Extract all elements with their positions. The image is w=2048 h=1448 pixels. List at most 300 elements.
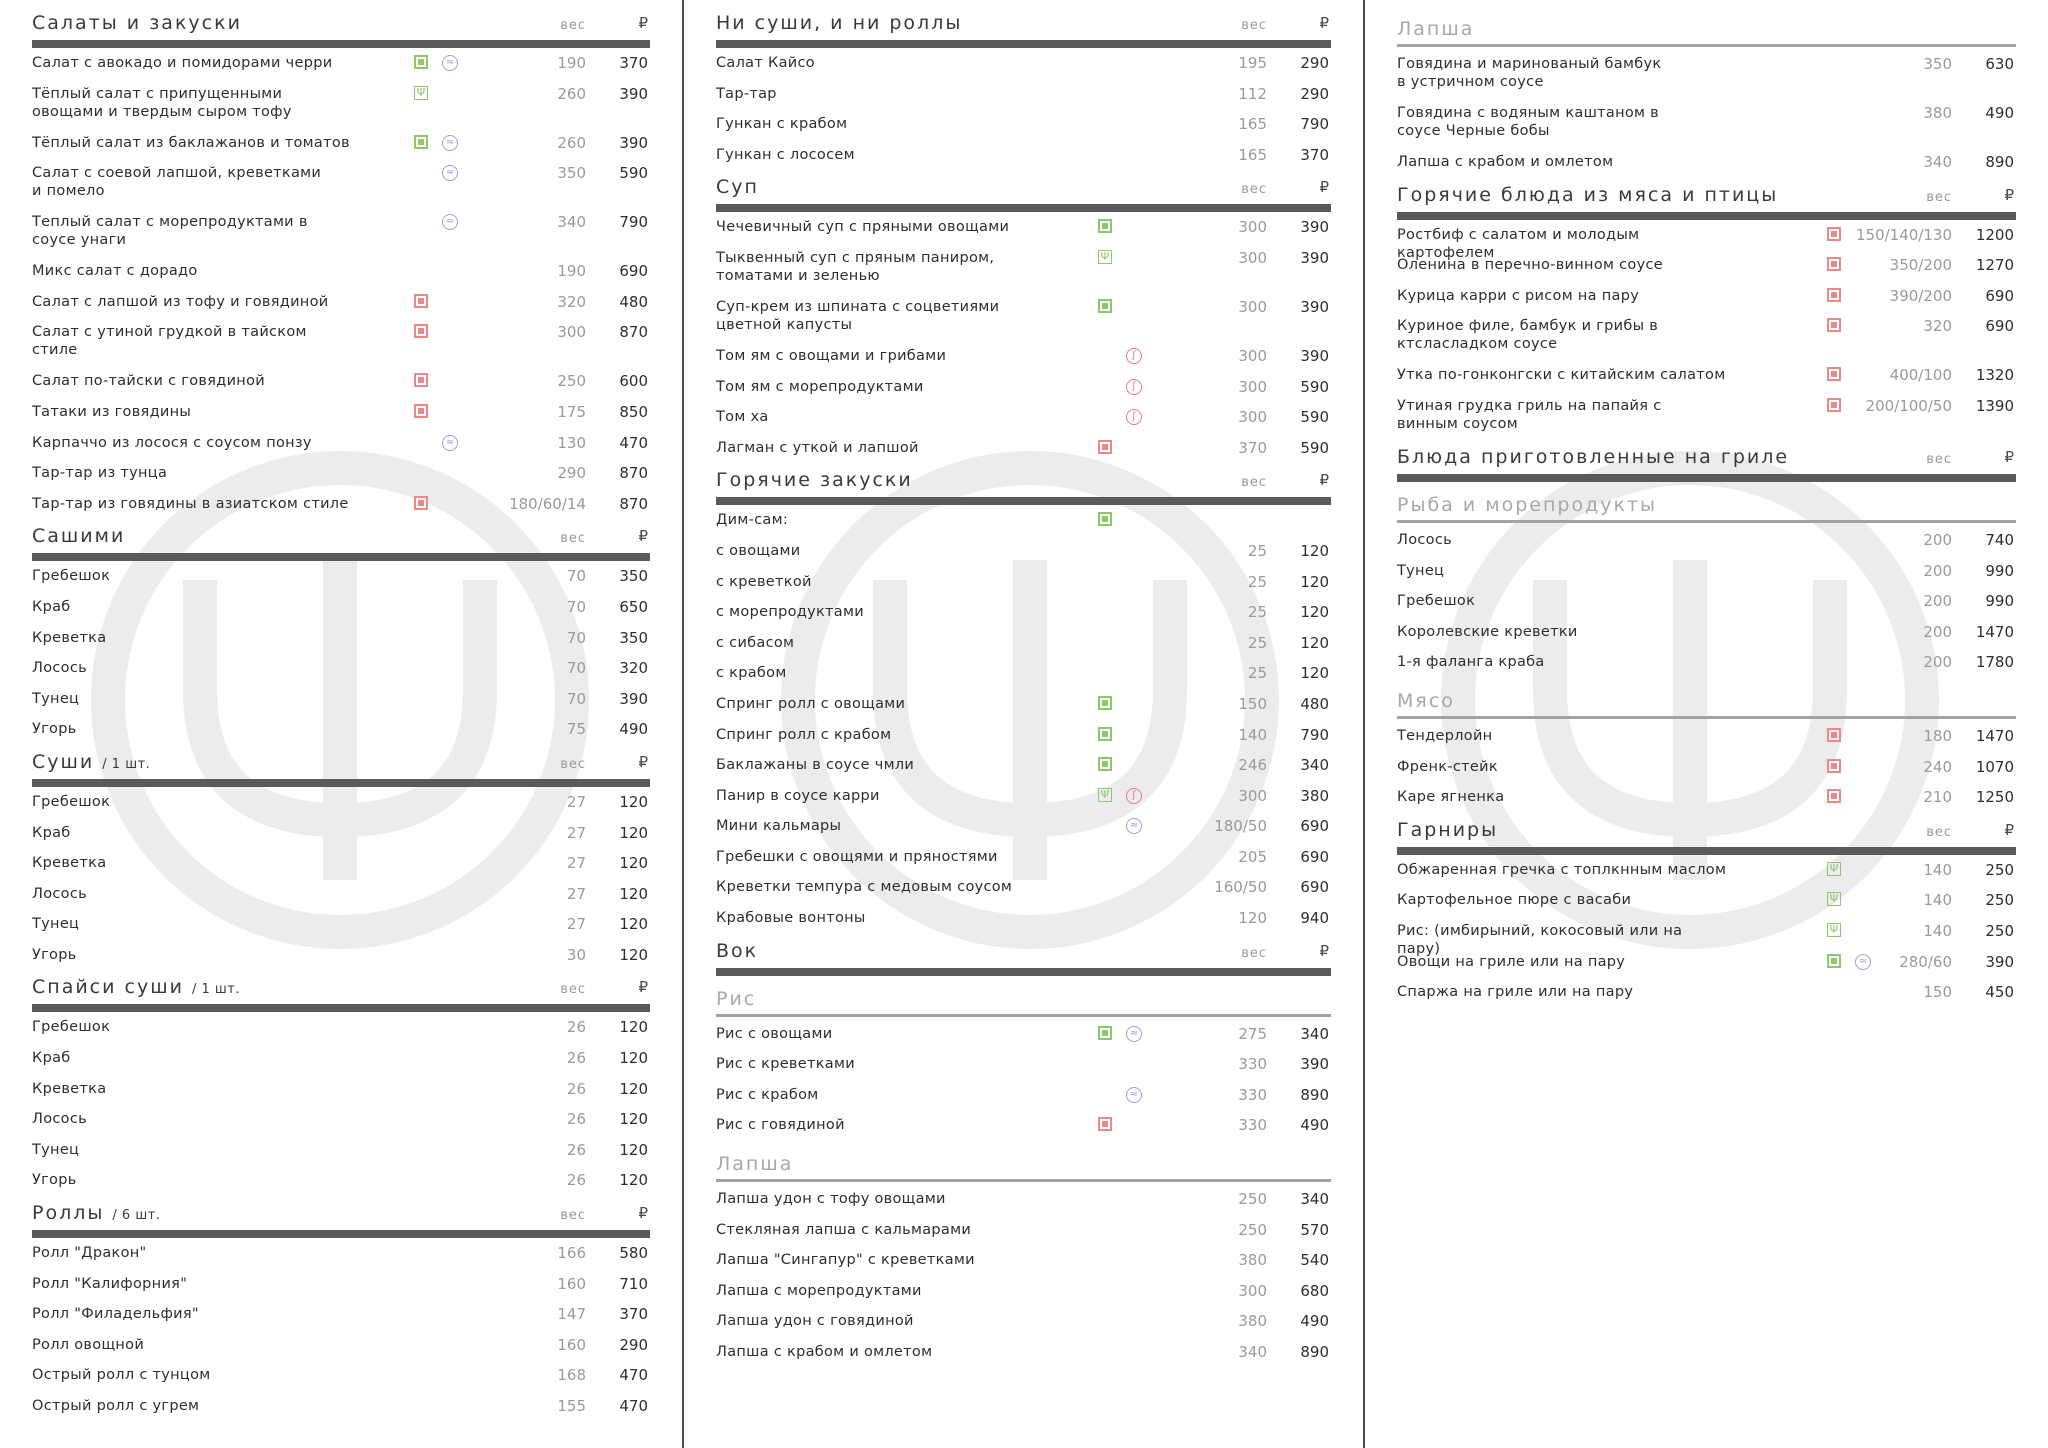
item-price: 350 [619, 567, 648, 586]
item-weight: 70 [566, 597, 586, 616]
item-weight: 280/60 [1899, 952, 1952, 971]
item-name: с креветкой [716, 573, 812, 590]
section-title-text: Спайси суши [32, 976, 184, 999]
seafood-icon: ≈ [442, 435, 458, 451]
seafood-icon: ≈ [442, 135, 458, 151]
section-divider [32, 779, 650, 787]
item-name: Ролл "Калифорния" [32, 1275, 188, 1292]
item-weight: 340 [557, 213, 586, 232]
item-weight: 250 [1238, 1190, 1267, 1209]
item-name: Лапша удон с тофу овощами [716, 1191, 946, 1208]
item-weight: 240 [1923, 757, 1952, 776]
item-price: 590 [1300, 408, 1329, 427]
vegan-icon: Ψ [1827, 923, 1841, 937]
item-price: 1470 [1975, 622, 2014, 641]
item-weight: 400/100 [1889, 366, 1952, 385]
item-weight: 205 [1238, 847, 1267, 866]
item-name: Краб [32, 824, 71, 841]
item-name: Лосось [1397, 531, 1452, 548]
item-weight: 320 [1923, 317, 1952, 336]
item-weight: 200 [1923, 622, 1952, 641]
menu-item [1397, 653, 2016, 684]
menu-item [716, 1221, 1331, 1252]
menu-item [32, 824, 650, 855]
item-price: 690 [1300, 847, 1329, 866]
menu-item [32, 1049, 650, 1080]
price-header: ₽ [2004, 820, 2014, 839]
item-weight: 25 [1247, 572, 1267, 591]
vegan-icon: Ψ [1098, 250, 1112, 264]
item-price: 120 [619, 1079, 648, 1098]
menu-section-суши [32, 751, 650, 977]
menu-item [716, 511, 1331, 542]
menu-item [32, 1080, 650, 1111]
vegetarian-icon [1098, 219, 1112, 233]
item-price: 390 [1300, 218, 1329, 237]
item-name: с морепродуктами [716, 604, 864, 621]
subsection-title: Рыба и морепродукты [1397, 493, 1657, 516]
subsection-title: Рис [716, 987, 757, 1010]
item-price: 790 [1300, 725, 1329, 744]
item-weight: 150 [1238, 694, 1267, 713]
item-name: Рис с креветками [716, 1056, 855, 1073]
item-name: Лапша "Сингапур" с креветками [716, 1252, 975, 1269]
item-name: Тунец [32, 1141, 80, 1158]
item-name: с крабом [716, 665, 787, 682]
vegetarian-icon [1098, 1026, 1112, 1040]
item-name: Салат с лапшой из тофу и говядиной [32, 293, 329, 310]
item-name: Салат по-тайски с говядиной [32, 373, 265, 390]
price-header: ₽ [1319, 471, 1329, 490]
item-name: Френк-стейк [1397, 758, 1498, 775]
item-weight: 300 [1238, 786, 1267, 805]
menu-item [32, 946, 650, 977]
menu-item [716, 1025, 1331, 1056]
item-price: 120 [619, 792, 648, 811]
item-price: 120 [619, 1018, 648, 1037]
section-divider [716, 497, 1331, 505]
weight-header: вес [560, 982, 586, 998]
menu-item [716, 664, 1331, 695]
item-name: Каре ягненка [1397, 789, 1505, 806]
item-price: 590 [1300, 377, 1329, 396]
item-name: Гребешок [32, 568, 111, 585]
section-header [1397, 446, 2016, 474]
item-weight: 290 [557, 464, 586, 483]
section-header [32, 1202, 650, 1230]
item-price: 470 [619, 433, 648, 452]
item-weight: 200/100/50 [1865, 396, 1952, 415]
item-price: 1270 [1975, 256, 2014, 275]
item-weight: 70 [566, 628, 586, 647]
menu-item [32, 793, 650, 824]
section-title-suffix: / 6 шт. [112, 1208, 161, 1224]
item-weight: 275 [1238, 1024, 1267, 1043]
item-weight: 160/50 [1214, 878, 1267, 897]
item-price: 570 [1300, 1220, 1329, 1239]
item-name: Тендерлойн [1397, 727, 1493, 744]
item-price: 940 [1300, 909, 1329, 928]
item-weight: 25 [1247, 664, 1267, 683]
menu-item [716, 1312, 1331, 1343]
menu-item [32, 1141, 650, 1172]
subsection-divider [1397, 716, 2016, 719]
item-price: 250 [1985, 891, 2014, 910]
spicy-icon: ʃ [1126, 348, 1142, 364]
item-name: Том ям с морепродуктами [716, 378, 924, 395]
meat-icon [414, 324, 428, 338]
section-title-text: Горячие блюда из мяса и птицы [1397, 183, 1779, 206]
item-weight: 168 [557, 1366, 586, 1385]
menu-item [716, 439, 1331, 470]
section-divider [1397, 847, 2016, 855]
item-price: 850 [619, 402, 648, 421]
item-price: 120 [619, 1140, 648, 1159]
item-name: Лапша с крабом и омлетом [716, 1344, 933, 1360]
menu-item [32, 598, 650, 629]
vegetarian-icon [1098, 512, 1112, 526]
section-title [716, 940, 758, 962]
item-weight: 246 [1238, 756, 1267, 775]
item-weight: 26 [566, 1018, 586, 1037]
item-price: 370 [619, 1305, 648, 1324]
menu-item [32, 1336, 650, 1367]
item-weight: 140 [1923, 891, 1952, 910]
item-weight: 200 [1923, 530, 1952, 549]
item-weight: 26 [566, 1049, 586, 1068]
item-price: 290 [1300, 54, 1329, 72]
menu-item [32, 1305, 650, 1336]
menu-item [1397, 891, 2016, 922]
item-name: Суп-крем из шпината с соцветиями цветной капусты [716, 298, 1000, 333]
menu-item [716, 909, 1331, 940]
item-weight: 380 [1923, 104, 1952, 122]
item-weight: 70 [566, 689, 586, 708]
item-price: 470 [619, 1366, 648, 1385]
weight-header: вес [1241, 18, 1267, 33]
item-name: Говядина и маринованый бамбук в устричном соусе [1397, 56, 1662, 90]
item-name: Рис с овощами [716, 1025, 833, 1042]
item-name: Лосось [32, 660, 87, 677]
item-price: 120 [619, 1049, 648, 1068]
section-title-suffix: / 1 шт. [102, 756, 151, 772]
seafood-icon: ≈ [1126, 818, 1142, 834]
item-weight: 26 [566, 1079, 586, 1098]
item-weight: 260 [557, 84, 586, 103]
menu-item [32, 885, 650, 916]
meat-icon [1827, 318, 1841, 332]
item-name: Ролл "Дракон" [32, 1245, 147, 1262]
item-price: 1390 [1975, 396, 2014, 415]
item-price: 1250 [1975, 788, 2014, 807]
menu-item [32, 262, 650, 293]
section-header [716, 469, 1331, 497]
weight-header: вес [1926, 189, 1952, 205]
meat-icon [414, 294, 428, 308]
item-name: Лапша с морепродуктами [716, 1282, 922, 1299]
vegetarian-icon [1098, 696, 1112, 710]
item-price: 690 [1985, 286, 2014, 305]
item-weight: 70 [566, 659, 586, 678]
section-divider [32, 1230, 650, 1238]
item-name: Тунец [1397, 562, 1445, 579]
menu-item [716, 218, 1331, 249]
subsection-divider [716, 1179, 1331, 1182]
item-price: 1070 [1975, 757, 2014, 776]
item-weight: 350/200 [1889, 256, 1952, 275]
menu-item [1397, 256, 2016, 287]
item-price: 250 [1985, 860, 2014, 879]
menu-item [716, 378, 1331, 409]
item-name: Гункан с крабом [716, 116, 848, 133]
vegetarian-icon [1098, 727, 1112, 741]
weight-header: вес [1926, 451, 1952, 467]
item-weight: 112 [1238, 84, 1267, 103]
item-name: Утка по-гонконгски с китайским салатом [1397, 367, 1726, 384]
item-name: Королевские креветки [1397, 623, 1578, 640]
price-header: ₽ [638, 14, 648, 32]
menu-item [716, 1282, 1331, 1313]
section-title-text: Блюда приготовленные на гриле [1397, 445, 1790, 468]
menu-item [1397, 861, 2016, 892]
item-weight: 300 [1238, 346, 1267, 365]
item-name: Овощи на гриле или на пару [1397, 953, 1626, 970]
item-weight: 330 [1238, 1085, 1267, 1104]
meat-icon [1827, 728, 1841, 742]
item-name: Панир в соусе карри [716, 787, 880, 804]
meat-icon [1827, 367, 1841, 381]
item-price: 290 [619, 1335, 648, 1354]
item-name: Мини кальмары [716, 818, 842, 835]
meat-icon [1827, 398, 1841, 412]
item-price: 250 [1985, 921, 2014, 940]
item-weight: 26 [566, 1140, 586, 1159]
item-price: 590 [619, 164, 648, 183]
weight-header: вес [560, 756, 586, 772]
menu-section-сашими [32, 525, 650, 751]
item-weight: 320 [557, 292, 586, 311]
menu-item [32, 403, 650, 434]
item-name: Угорь [32, 1172, 77, 1189]
item-price: 870 [619, 323, 648, 342]
item-weight: 25 [1247, 603, 1267, 622]
item-name: Лосось [32, 1111, 87, 1128]
item-price: 390 [1300, 248, 1329, 267]
item-name: Спринг ролл с крабом [716, 726, 892, 743]
item-name: Стекляная лапша с кальмарами [716, 1221, 972, 1238]
item-name: Том ха [716, 409, 769, 426]
subsection-title: Лапша [716, 1153, 794, 1176]
item-name: Картофельное пюре с васаби [1397, 892, 1632, 909]
menu-item [1397, 788, 2016, 819]
item-name: Спаржа на гриле или на пару [1397, 984, 1634, 1001]
section-title-text: Салаты и закуски [32, 12, 242, 34]
menu-item [716, 726, 1331, 757]
item-weight: 390/200 [1889, 286, 1952, 305]
item-price: 120 [619, 915, 648, 934]
seafood-icon: ≈ [1855, 954, 1871, 970]
menu-item [716, 1086, 1331, 1117]
section-divider [1397, 212, 2016, 220]
item-name: Говядина с водяным каштаном в соусе Черные бобы [1397, 105, 1660, 139]
item-name: Лосось [32, 885, 87, 902]
menu-item [716, 878, 1331, 909]
item-weight: 27 [566, 854, 586, 873]
item-price: 1320 [1975, 366, 2014, 385]
item-price: 320 [619, 659, 648, 678]
item-price: 390 [1300, 1055, 1329, 1074]
item-weight: 300 [1238, 377, 1267, 396]
item-name: Тёплый салат из баклажанов и томатов [32, 134, 350, 151]
item-weight: 150 [1923, 983, 1952, 1002]
item-weight: 70 [566, 567, 586, 586]
section-title-text: Сашими [32, 525, 126, 548]
item-name: Тар-тар из тунца [32, 465, 168, 482]
item-weight: 190 [557, 262, 586, 281]
item-name: Баклажаны в соусе чмли [716, 757, 915, 774]
item-name: Спринг ролл с овощами [716, 695, 906, 712]
price-header: ₽ [1319, 941, 1329, 960]
section-title-text: Гарниры [1397, 818, 1499, 841]
item-weight: 150/140/130 [1856, 225, 1952, 244]
menu-item [1397, 983, 2016, 1014]
item-price: 890 [1300, 1085, 1329, 1104]
price-header: ₽ [2004, 447, 2014, 466]
item-weight: 300 [1238, 297, 1267, 316]
item-price: 120 [1300, 664, 1329, 683]
item-price: 380 [1300, 786, 1329, 805]
menu-item [1397, 562, 2016, 593]
item-name: Салат с соевой лапшой, креветками и помело [32, 165, 322, 200]
menu-item [716, 85, 1331, 116]
item-weight: 130 [557, 433, 586, 452]
item-weight: 180/50 [1214, 817, 1267, 836]
menu-section-салаты-и-закуски [32, 12, 650, 525]
price-header: ₽ [638, 978, 648, 997]
item-price: 650 [619, 597, 648, 616]
subsection-divider [1397, 520, 2016, 523]
item-weight: 250 [1238, 1220, 1267, 1239]
item-price: 490 [1300, 1312, 1329, 1331]
seafood-icon: ≈ [442, 214, 458, 230]
menu-item [32, 720, 650, 751]
item-weight: 370 [1238, 438, 1267, 457]
menu-item [716, 115, 1331, 146]
section-title [32, 751, 150, 773]
vegetarian-icon [1098, 757, 1112, 771]
item-name: Рис с говядиной [716, 1117, 845, 1134]
menu-item [32, 495, 650, 526]
section-header [1397, 184, 2016, 212]
item-name: Гребешок [32, 793, 111, 810]
price-header: ₽ [1319, 14, 1329, 32]
item-price: 120 [619, 945, 648, 964]
menu-item [32, 164, 650, 213]
item-weight: 195 [1238, 54, 1267, 72]
menu-item [716, 54, 1331, 85]
item-weight: 330 [1238, 1116, 1267, 1135]
item-weight: 380 [1238, 1312, 1267, 1331]
item-name: Тунец [32, 690, 80, 707]
item-name: Рис с крабом [716, 1086, 819, 1103]
item-weight: 250 [557, 372, 586, 391]
item-name: Салат Кайсо [716, 55, 815, 71]
item-price: 790 [619, 213, 648, 232]
item-price: 890 [1985, 153, 2014, 171]
item-weight: 140 [1923, 860, 1952, 879]
item-price: 690 [1300, 817, 1329, 836]
menu-item [32, 690, 650, 721]
section-header [716, 176, 1331, 204]
section-header [32, 525, 650, 553]
weight-header: вес [560, 18, 586, 33]
item-weight: 30 [566, 945, 586, 964]
meat-icon [1827, 227, 1841, 241]
spicy-icon: ʃ [1126, 379, 1142, 395]
item-price: 120 [1300, 603, 1329, 622]
item-name: Креветка [32, 1080, 107, 1097]
item-price: 390 [1985, 952, 2014, 971]
vegetarian-icon [1827, 954, 1841, 968]
section-title [716, 12, 962, 34]
menu-item [32, 1397, 650, 1428]
item-name: Ролл "Филадельфия" [32, 1306, 199, 1323]
item-name: Гребешок [32, 1019, 111, 1036]
menu-item [1397, 623, 2016, 654]
item-name: Креветки темпура с медовым соусом [716, 879, 1013, 896]
menu-subsection-рис [716, 982, 1331, 1147]
item-weight: 27 [566, 915, 586, 934]
section-divider [32, 553, 650, 561]
item-name: Оленина в перечно-винном соусе [1397, 257, 1663, 274]
item-price: 990 [1985, 561, 2014, 580]
price-header: ₽ [638, 752, 648, 771]
menu-item [32, 134, 650, 165]
item-weight: 160 [557, 1335, 586, 1354]
menu-item [32, 1366, 650, 1397]
menu-item [716, 298, 1331, 347]
item-price: 490 [1300, 1116, 1329, 1135]
item-name: Лапша удон с говядиной [716, 1313, 914, 1330]
menu-item [32, 915, 650, 946]
menu-item [716, 634, 1331, 665]
item-price: 290 [1300, 84, 1329, 103]
menu-subsection-рыба-и-морепродукты [1397, 488, 2016, 684]
weight-header: вес [560, 1208, 586, 1224]
item-weight: 166 [557, 1244, 586, 1263]
item-price: 540 [1300, 1251, 1329, 1270]
item-name: Тар-тар [716, 85, 777, 102]
item-price: 1470 [1975, 726, 2014, 745]
item-name: Креветка [32, 629, 107, 646]
price-header: ₽ [1319, 178, 1329, 197]
item-weight: 25 [1247, 633, 1267, 652]
meat-icon [1098, 1117, 1112, 1131]
item-weight: 350 [1923, 55, 1952, 73]
meat-icon [414, 496, 428, 510]
item-name: Гребешки с овощями и пряностями [716, 848, 998, 865]
menu-item [1397, 953, 2016, 984]
vegetarian-icon [1098, 299, 1112, 313]
meat-icon [1827, 759, 1841, 773]
menu-item [716, 347, 1331, 378]
section-header [32, 751, 650, 779]
item-price: 480 [1300, 694, 1329, 713]
section-title [32, 1202, 160, 1224]
vegetarian-icon [414, 135, 428, 149]
menu-item [32, 293, 650, 324]
item-weight: 200 [1923, 653, 1952, 672]
